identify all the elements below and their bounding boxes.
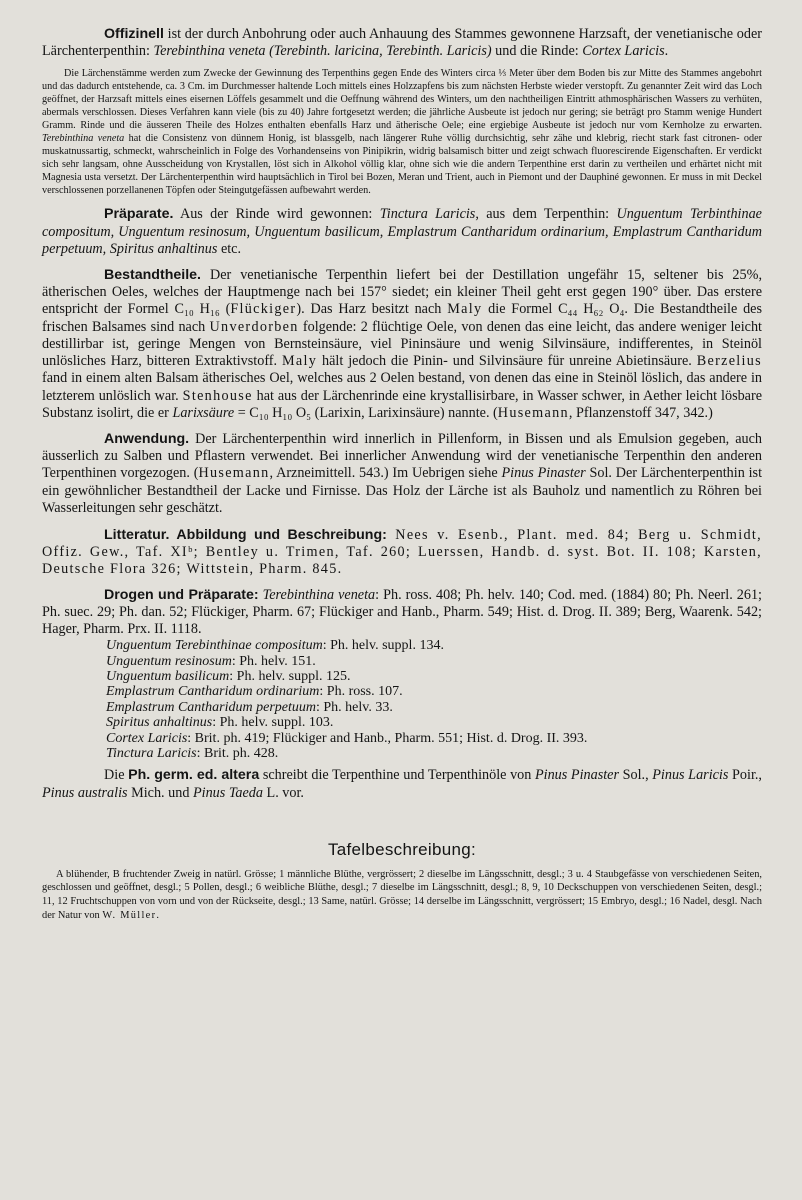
latin-term: Unguentum resinosum (106, 653, 232, 669)
text: A blühender, B fruchtender Zweig in natürl. Grösse; 1 männliche Blüthe, vergrössert; 2 dieselbe im Längsschnitt, desgl.; 3 u. 4 Staubgefässe von verschiedenen Seiten, geschlossen und geöffnet, desgl.; 5 Pollen, desgl.; 6 weibliche Blüthe, desgl.; 7 dieselbe im Längsschnitt, desgl.; 8, 9, 10 Deckschuppen von verschiedenen Seiten, desgl.; 11, 12 Fruchtschuppen von vorn und von der Rückseite, desgl.; 13 Same, natürl. Grösse; 14 derselbe im Längsschnitt, vergrössert; 15 Embryo, desgl.; 16 Nadel, desgl. Nach der Natur von (42, 868, 762, 921)
author-name: Flückiger (230, 301, 297, 318)
latin-term: Tinctura Laricis (106, 745, 197, 761)
latin-term: Emplastrum Cantharidum perpetuum (106, 699, 316, 715)
pgerm-paragraph (42, 767, 762, 801)
latin-term: Terebinthina veneta (258, 586, 376, 603)
drug-reference-item (106, 654, 762, 669)
reference-text: : Ph. helv. suppl. 103. (212, 715, 334, 731)
reference-text: : Ph. helv. suppl. 125. (229, 668, 351, 684)
text: schreibt die Terpenthine und Terpenthinöle von (259, 767, 535, 784)
application-paragraph (42, 431, 762, 517)
drug-reference-item (106, 715, 762, 730)
text: und die Rinde: (491, 43, 583, 60)
latin-term: Larixsäure (172, 404, 235, 421)
author-name: Maly (281, 353, 318, 370)
latin-term: Pinus Pinaster (534, 767, 619, 784)
author-name: Husemann (198, 465, 270, 482)
text: Der Lärchenterpenthin wird innerlich in Pillenform, in Bissen und als Emulsion gegeben, auch äusserlich zu Salben und Pflastern verwendet. Bei innerlicher Anwendung wird der venetianische Terpenthin den anderen Terpenthinen vorgezogen. ( (42, 430, 762, 482)
latin-term: Tinctura Laricis (379, 206, 476, 223)
latin-term: Terebinthina veneta (42, 132, 125, 144)
text: Die (104, 767, 129, 784)
text: Der venetianische Terpenthin liefert bei der Destillation ungefähr 15, seltener bis 25%, ätherischen Oeles, welches der Hauptmenge nach bei 157° siedet; ein kleiner Theil geht erst gegen 190° über. Das erstere entspricht der Formel C₁₀ H₁₆ ( (42, 267, 762, 318)
author-name: Stenhouse (182, 387, 253, 404)
literature-paragraph (42, 527, 762, 579)
text: Nees v. Esenb., Plant. med. 84; Berg u. Schmidt, Offiz. Gew., Taf. XIᵇ; Bentley u. Trimen, Taf. 260; Luerssen, Handb. d. syst. Bot. II. 108; Karsten, Deutsche Flora 326; Wittstein, Pharm. 845. (42, 526, 762, 578)
text: hat aus der Lärchenrinde eine krystallisirbare, in Wasser schwer, in Aether leicht lösbare Substanz isolirt, die er (42, 387, 762, 421)
author-name: Maly (447, 301, 483, 318)
text: = C₁₀ H₁₀ O₅ (Larixin, Larixinsäure) nannte. ( (234, 404, 498, 421)
drug-reference-item (106, 684, 762, 699)
text: , aus dem Terpenthin: (475, 206, 617, 223)
text: L. vor. (263, 784, 304, 801)
preparations-heading: Präparate. (104, 206, 174, 223)
plate-caption (42, 868, 762, 922)
reference-text: : Ph. ross. 107. (319, 684, 403, 700)
text: ist der durch Anbohrung oder auch Anhauung des Stammes gewonnene Harzsaft, der venetianische oder Lärchenterpenthin: (42, 26, 762, 60)
text: : Ph. ross. 408; Ph. helv. 140; Cod. med. (1884) 80; Ph. Neerl. 261; Ph. suec. 29; Ph. dan. 52; Flückiger, Pharm. 67; Flückiger and Hanb., Pharm. 549; Hist. d. Drog. II. 389; Berg, Waarenk. 542; Hager, Pharm. Prx. II. 1118. (42, 586, 762, 637)
latin-term: Spiritus anhaltinus (106, 715, 213, 731)
latin-term: Unguentum Terebinthinae compositum (106, 638, 323, 654)
text: Mich. und (127, 784, 193, 801)
latin-term: Pinus australis (42, 784, 128, 801)
constituents-paragraph (42, 267, 762, 422)
plate-title: Tafelbeschreibung: (327, 839, 477, 859)
text: Sol., (618, 767, 653, 784)
harvest-paragraph (42, 68, 762, 197)
drug-reference-list (106, 638, 762, 761)
reference-text: : Brit. ph. 428. (196, 745, 279, 761)
drug-reference-item (106, 746, 762, 761)
text: hält jedoch die Pinin- und Silvinsäure für unreine Abietinsäure. (317, 353, 697, 370)
latin-term: Unguentum basilicum (106, 668, 230, 684)
application-heading: Anwendung. (104, 430, 190, 447)
officinal-paragraph (42, 26, 762, 60)
text: . (156, 909, 159, 921)
drugs-heading: Drogen und Präparate: (104, 586, 259, 603)
author-name: W. Müller (102, 909, 157, 921)
literature-heading: Litteratur. (104, 526, 170, 543)
text: , Arzneimittell. 543.) Im Uebrigen siehe (269, 465, 502, 482)
reference-text: : Ph. helv. suppl. 134. (322, 638, 444, 654)
latin-term: Pinus Taeda (192, 784, 263, 801)
latin-term: Unguentum Terbinthinae compositum, Unguentum resinosum, Unguentum basilicum, Emplastrum Cantharidum ordinarium, Emplastrum Cantharidum perpetuum, Spiritus anhaltinus (42, 206, 762, 257)
latin-term: Cortex Laricis (106, 730, 188, 746)
literature-subheading: Abbildung und Beschreibung: (169, 526, 387, 543)
author-name: Berzelius (696, 353, 762, 370)
text: etc. (217, 240, 242, 257)
preparations-paragraph (42, 206, 762, 258)
latin-term: Terebinthina veneta (Terebinth. laricina, Terebinth. Laricis) (153, 43, 492, 60)
text: hat die Consistenz von dünnem Honig, ist blassgelb, nach längerer Ruhe völlig durchsichtig, sehr zähe und klebrig, riecht stark fast citronen- oder muskatnussartig, schmeckt, wahrscheinlich in Folge des Vorhandenseins von Pinipikrin, widrig balsamisch bitter und zeigt schwach fluorescirende Eigenschaften. Er verdickt sich sehr langsam, ohne Ausscheidung von Krystallen, löst sich in Alkohol völlig klar, ohne sich wie die andern Terpenthine erst darin zu vertheilen und erhärtet nicht mit Magnesia usta versetzt. Der Lärchenterpenthin wird hauptsächlich in Tirol bei Bozen, Meran und Trient, auch in Piemont und der Dauphiné gewonnen. Er muss in mit Deckel verschlossenen porzellanenen Töpfen oder Steingutgefässen aufbewahrt werden. (42, 132, 762, 196)
reference-text: : Brit. ph. 419; Flückiger and Hanb., Pharm. 551; Hist. d. Drog. II. 393. (187, 730, 588, 746)
text: Sol. Der Lärchenterpenthin ist ein gewöhnlicher Bestandtheil der Lacke und Firnisse. Das Holz der Lärche ist als Bauholz und namentlich zu Röhren bei Wasserleitungen sehr geschätzt. (42, 465, 763, 516)
author-name: Unverdorben (209, 318, 299, 335)
text: Aus der Rinde wird gewonnen: (173, 206, 380, 223)
reference-text: : Ph. helv. 151. (231, 653, 316, 669)
drug-reference-item (106, 669, 762, 684)
text: ). Das Harz besitzt nach (296, 301, 448, 318)
constituents-heading: Bestandtheile. (104, 267, 201, 284)
text: Die Lärchenstämme werden zum Zwecke der Gewinnung des Terpenthins gegen Ende des Winters circa ⅓ Meter über dem Boden bis zur Mitte des Stammes angebohrt und das dadurch entstehende, ca. 3 Cm. im Durchmesser haltende Loch mittels eines Holzzapfens bis zum nächsten Herbste wieder verstopft. Zu genannter Zeit wird das Loch geöffnet, der Harzsaft mittels eines eisernen Löffels gesammelt und die Oeffnung während des Winters, um den nachtheiligen Eintritt athmosphärischen Wassers zu verhüten, abermals verschlossen. Dieses Verfahren kann viele (bis zu 40) Jahre fortgesetzt werden; die jährliche Ausbeute ist jedoch nur gering; sie beträgt pro Stamm wenige Hundert Gramm. Rinde und die äusseren Theile des Holzes enthalten ebenfalls Harz und ätherische Oele; eine ergiebige Ausbeute ist jedoch nur vom Kernholze zu erwarten. (42, 68, 762, 132)
drugs-paragraph (42, 587, 762, 639)
text: , Pflanzenstoff 347, 342.) (568, 404, 713, 421)
pgerm-heading: Ph. germ. ed. altera (128, 767, 260, 784)
author-name: Husemann (497, 404, 569, 421)
drug-reference-item (106, 731, 762, 746)
text: folgende: 2 flüchtige Oele, von denen das eine leicht, das andere weniger leicht destillirbar ist, geringe Mengen von Bernsteinsäure, viel Pininsäure und wenig Silvinsäure, indifferentes, in Steinöl unlösliches Harz, bitteren Extraktivstoff. (42, 318, 762, 370)
latin-term: Cortex Laricis (582, 43, 665, 60)
latin-term: Pinus Pinaster (501, 465, 586, 482)
latin-term: Pinus Laricis (652, 767, 729, 784)
text: . (664, 43, 669, 60)
text: fand in einem alten Balsam ätherisches Oel, welches aus 2 Oelen bestand, von denen das eine in Steinöl löslich, das andere in letzterem unlöslich war. (42, 370, 762, 404)
text: Poir., (728, 767, 762, 784)
officinal-heading: Offizinell (104, 26, 164, 42)
latin-term: Emplastrum Cantharidum ordinarium (106, 684, 320, 700)
text: die Formel C₄₄ H₆₂ O₄. Die Bestandtheile des frischen Balsames sind nach (42, 301, 763, 335)
reference-text: : Ph. helv. 33. (316, 699, 393, 715)
drug-reference-item (106, 700, 762, 715)
drug-reference-item (106, 638, 762, 653)
